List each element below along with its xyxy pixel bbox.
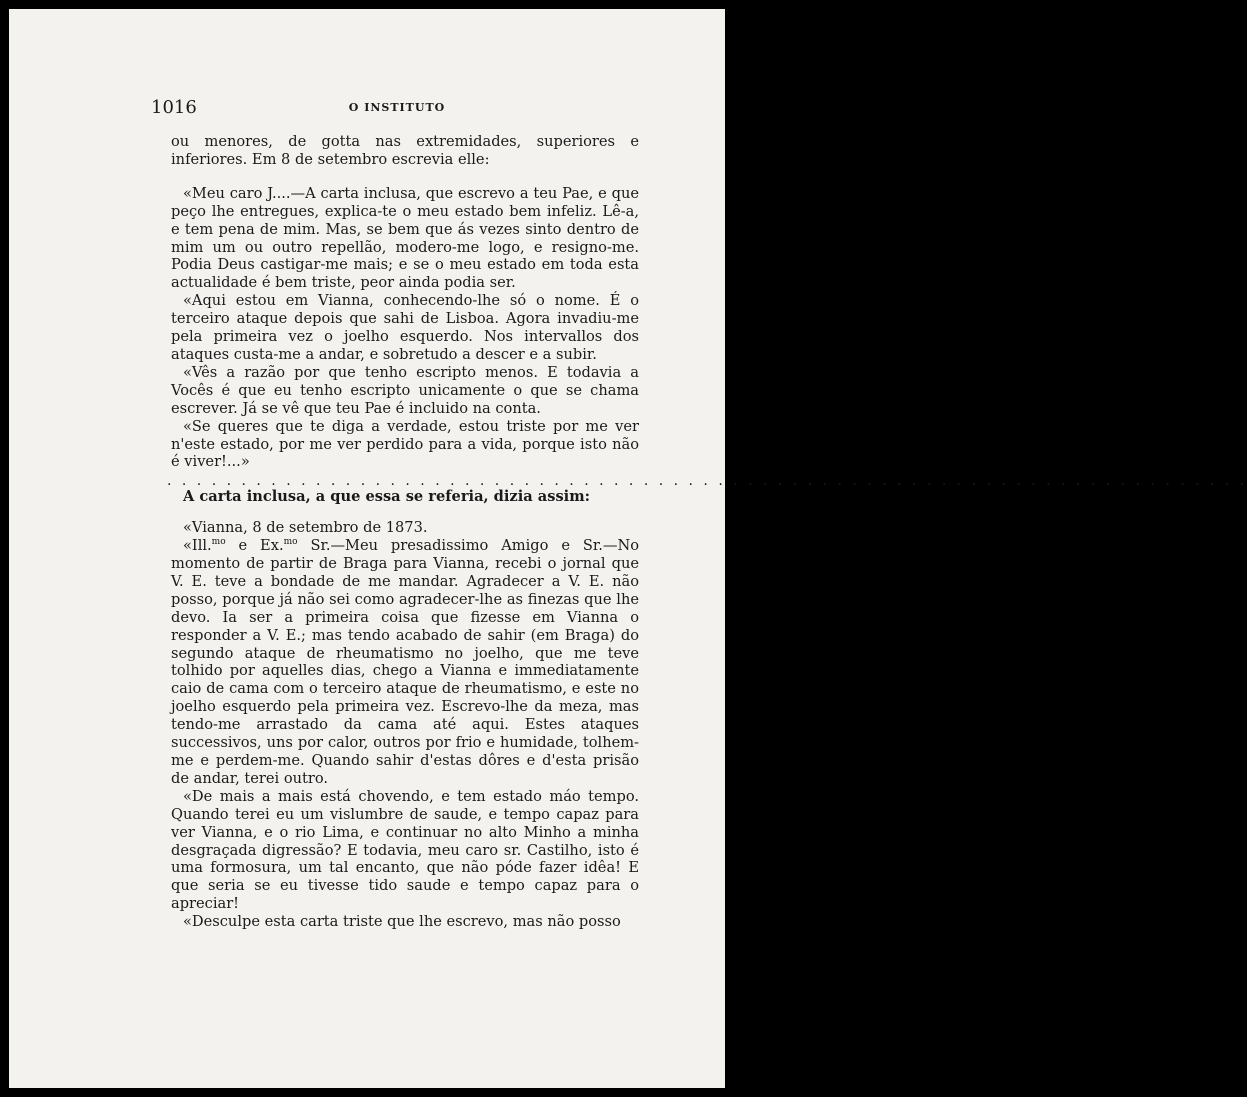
page-header bbox=[151, 97, 643, 121]
page-number: 1016 bbox=[151, 97, 197, 118]
letter-paragraph: «Meu caro J....—A carta inclusa, que escrevo a teu Pae, e que peço lhe entregues, explica-te o meu estado bem infeliz. Lê-a, e tem pena de mim. Mas, se bem que ás vezes sinto dentro de mim um ou outro repellão, modero-me logo, e resigno-me. Podia Deus castigar-me mais; e se o meu estado em toda esta actualidade é bem triste, peor ainda podia ser. bbox=[171, 184, 639, 292]
page-body bbox=[167, 133, 1247, 931]
letter-paragraph bbox=[171, 537, 639, 788]
letter-paragraph: «Desculpe esta carta triste que lhe escrevo, mas não posso bbox=[183, 913, 621, 931]
salutation-a: «Ill. bbox=[183, 537, 212, 555]
ellipsis-separator: . . . . . . . . . . . . . . . . . . . . . . . . . . . . . . . . . . . . . . . . . . . . . . . . . . . . . . . . . . . . . . . . . . . . . . . . . bbox=[167, 473, 1247, 490]
running-title: O INSTITUTO bbox=[348, 101, 446, 114]
salutation-b: e Ex. bbox=[225, 537, 284, 555]
superscript: mo bbox=[283, 537, 298, 548]
letter-paragraph: «De mais a mais está chovendo, e tem estado máo tempo. Quando terei eu um vislumbre de saude, e tempo capaz para ver Vianna, e o rio Lima, e continuar no alto Minho a minha desgraçada digressão? E todavia, meu caro sr. Castilho, isto é uma formosura, um tal encanto, que não póde fazer idêa! E que seria se eu tivesse tido saude e tempo capaz para o apreciar! bbox=[171, 787, 639, 913]
section-heading: A carta inclusa, a que essa se referia, dizia assim: bbox=[183, 488, 591, 506]
letter-dateline: «Vianna, 8 de setembro de 1873. bbox=[183, 519, 428, 537]
letter-text: Sr.—Meu presadissimo Amigo e Sr.—No momento de partir de Braga para Vianna, recebi o jornal que V. E. teve a bondade de me mandar. Agradecer a V. E. não posso, porque já não sei como agradecer-lhe as finezas que lhe devo. Ia ser a primeira coisa que fizesse em Vianna o responder a V. E.; mas tendo acabado de sahir (em Braga) do segundo ataque de rheumatismo no joelho, que me teve tolhido por aquelles dias, chego a Vianna e immediatamente caio de cama com o terceiro ataque de rheumatismo, e este no joelho esquerdo pela primeira vez. Escrevo-lhe da meza, mas tendo-me arrastado da cama até aqui. Estes ataques successivos, uns por calor, outros por frio e humidade, tolhem-me e perdem-me. Quando sahir d'estas dôres e d'esta prisão de andar, terei outro. bbox=[171, 537, 640, 787]
letter-paragraph: «Vês a razão por que tenho escripto menos. E todavia a Vocês é que eu tenho escripto unicamente o que se chama escrever. Já se vê que teu Pae é incluido na conta. bbox=[171, 363, 639, 417]
book-page bbox=[9, 9, 1247, 1088]
paragraph-intro: ou menores, de gotta nas extremidades, superiores e inferiores. Em 8 de setembro escrevia elle: bbox=[171, 133, 639, 168]
letter-paragraph: «Se queres que te diga a verdade, estou triste por me ver n'este estado, por me ver perdido para a vida, porque isto não é viver!...» bbox=[171, 417, 639, 471]
letter-paragraph: «Aqui estou em Vianna, conhecendo-lhe só o nome. É o terceiro ataque depois que sahi de Lisboa. Agora invadiu-me pela primeira vez o joelho esquerdo. Nos intervallos dos ataques custa-me a andar, e sobretudo a descer e a subir. bbox=[171, 292, 639, 363]
superscript: mo bbox=[211, 537, 226, 548]
